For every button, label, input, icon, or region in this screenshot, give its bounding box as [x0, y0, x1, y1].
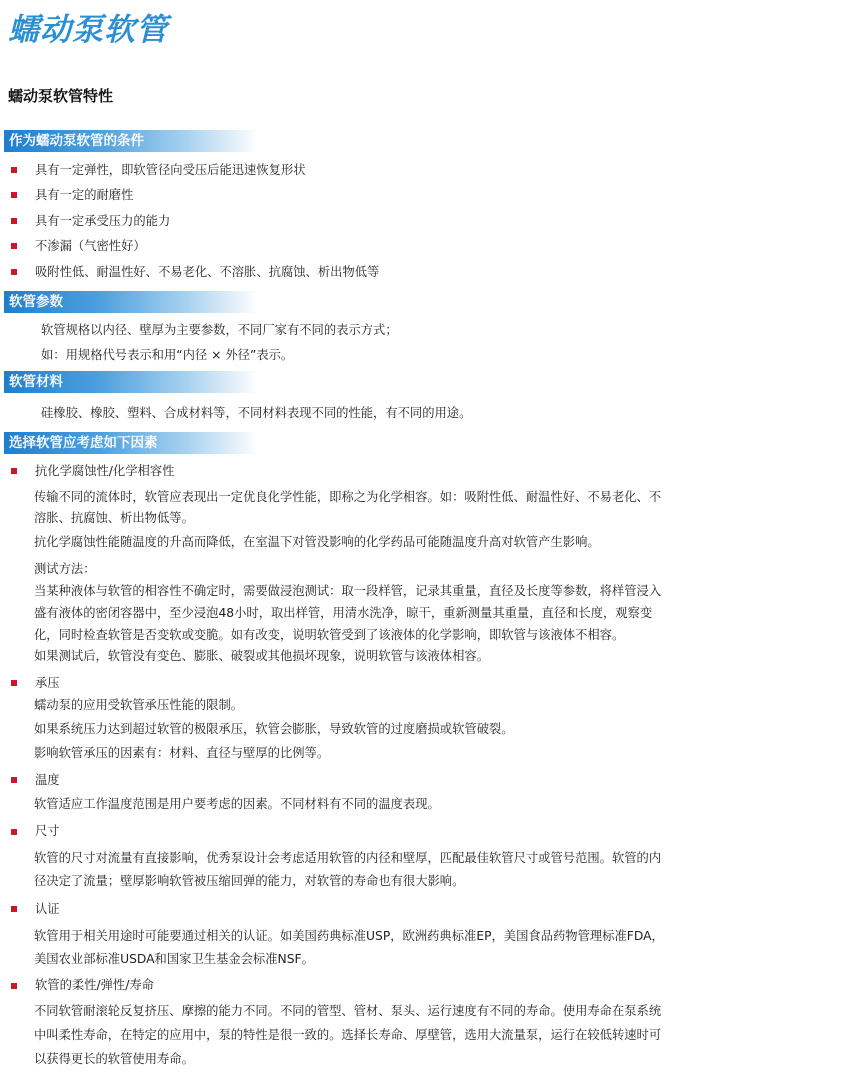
text-line: 软管的尺寸对流量有直接影响，优秀泵设计会考虑适用软管的内径和壁厚，匹配最佳软管尺寸或管号范围。软管的内 [34, 851, 662, 865]
text-line: 化，同时检查软管是否变软或变脆。如有改变，说明软管受到了该液体的化学影响，即软管与该液体不相容。 [34, 628, 625, 642]
list-item: 不渗漏（气密性好） [35, 239, 146, 253]
factor-label: 温度 [35, 773, 60, 787]
bullet-icon [11, 218, 17, 224]
bullet-icon [11, 269, 17, 275]
text-line: 当某种液体与软管的相容性不确定时，需要做浸泡测试：取一段样管，记录其重量，直径及长度等参数，将样管浸入 [34, 584, 662, 598]
text-line: 径决定了流量；壁厚影响软管被压缩回弹的能力，对软管的寿命也有很大影响。 [34, 874, 465, 888]
text-line: 传输不同的流体时，软管应表现出一定优良化学性能，即称之为化学相容。如：吸附性低、耐温性好、不易老化、不 [34, 490, 662, 504]
bullet-icon [11, 167, 17, 173]
text-line: 测试方法： [34, 562, 96, 576]
text-line: 中叫柔性寿命，在特定的应用中，泵的特性是很一致的。选择长寿命、厚壁管，选用大流量泵，运行在较低转速时可 [34, 1028, 662, 1042]
section-heading-conditions: 作为蠕动泵软管的条件 [4, 130, 258, 152]
bullet-icon [11, 243, 17, 249]
list-item: 具有一定弹性，即软管径向受压后能迅速恢复形状 [35, 163, 306, 177]
text-line: 不同软管耐滚轮反复挤压、摩擦的能力不同。不同的管型、管材、泵头、运行速度有不同的寿命。使用寿命在泵系统 [34, 1004, 662, 1018]
text-line: 硅橡胶、橡胶、塑料、合成材料等，不同材料表现不同的性能，有不同的用途。 [41, 406, 472, 420]
bullet-icon [11, 192, 17, 198]
text-line: 软管用于相关用途时可能要通过相关的认证。如美国药典标准USP，欧洲药典标准EP，美国食品药物管理标准FDA， [34, 929, 664, 943]
section-heading-factors: 选择软管应考虑如下因素 [4, 432, 258, 454]
factor-label: 软管的柔性/弹性/寿命 [35, 978, 154, 992]
bullet-icon [11, 680, 17, 686]
section-heading-params: 软管参数 [4, 291, 258, 313]
text-line: 溶胀、抗腐蚀、析出物低等。 [34, 511, 194, 525]
page-title: 蠕动泵软管 [8, 12, 168, 48]
text-line: 蠕动泵的应用受软管承压性能的限制。 [34, 698, 244, 712]
factor-label: 抗化学腐蚀性/化学相容性 [35, 464, 175, 478]
text-line: 如果系统压力达到超过软管的极限承压，软管会膨胀，导致软管的过度磨损或软管破裂。 [34, 722, 514, 736]
factor-label: 尺寸 [35, 824, 60, 838]
factor-label: 认证 [35, 902, 60, 916]
bullet-icon [11, 906, 17, 912]
text-line: 影响软管承压的因素有：材料、直径与壁厚的比例等。 [34, 746, 330, 760]
bullet-icon [11, 983, 17, 989]
section-heading-material: 软管材料 [4, 371, 258, 393]
bullet-icon [11, 468, 17, 474]
text-line: 如果测试后，软管没有变色、膨胀、破裂或其他损坏现象，说明软管与该液体相容。 [34, 649, 489, 663]
text-line: 软管规格以内径、壁厚为主要参数，不同厂家有不同的表示方式； [41, 323, 398, 337]
page-subtitle: 蠕动泵软管特性 [8, 87, 114, 105]
factor-label: 承压 [35, 676, 60, 690]
text-line: 美国农业部标准USDA和国家卫生基金会标准NSF。 [34, 952, 314, 966]
bullet-icon [11, 777, 17, 783]
text-line: 以获得更长的软管使用寿命。 [34, 1052, 194, 1066]
text-line: 软管适应工作温度范围是用户要考虑的因素。不同材料有不同的温度表现。 [34, 797, 440, 811]
list-item: 具有一定的耐磨性 [35, 188, 134, 202]
bullet-icon [11, 829, 17, 835]
list-item: 吸附性低、耐温性好、不易老化、不溶胀、抗腐蚀、析出物低等 [35, 265, 380, 279]
text-line: 盛有液体的密闭容器中，至少浸泡48小时，取出样管，用清水洗净，晾干，重新测量其重量，直径和长度，观察变 [34, 606, 653, 620]
text-line: 如：用规格代号表示和用“内径 × 外径”表示。 [41, 348, 294, 362]
text-line: 抗化学腐蚀性能随温度的升高而降低，在室温下对管没影响的化学药品可能随温度升高对软管产生影响。 [34, 535, 600, 549]
list-item: 具有一定承受压力的能力 [35, 214, 171, 228]
